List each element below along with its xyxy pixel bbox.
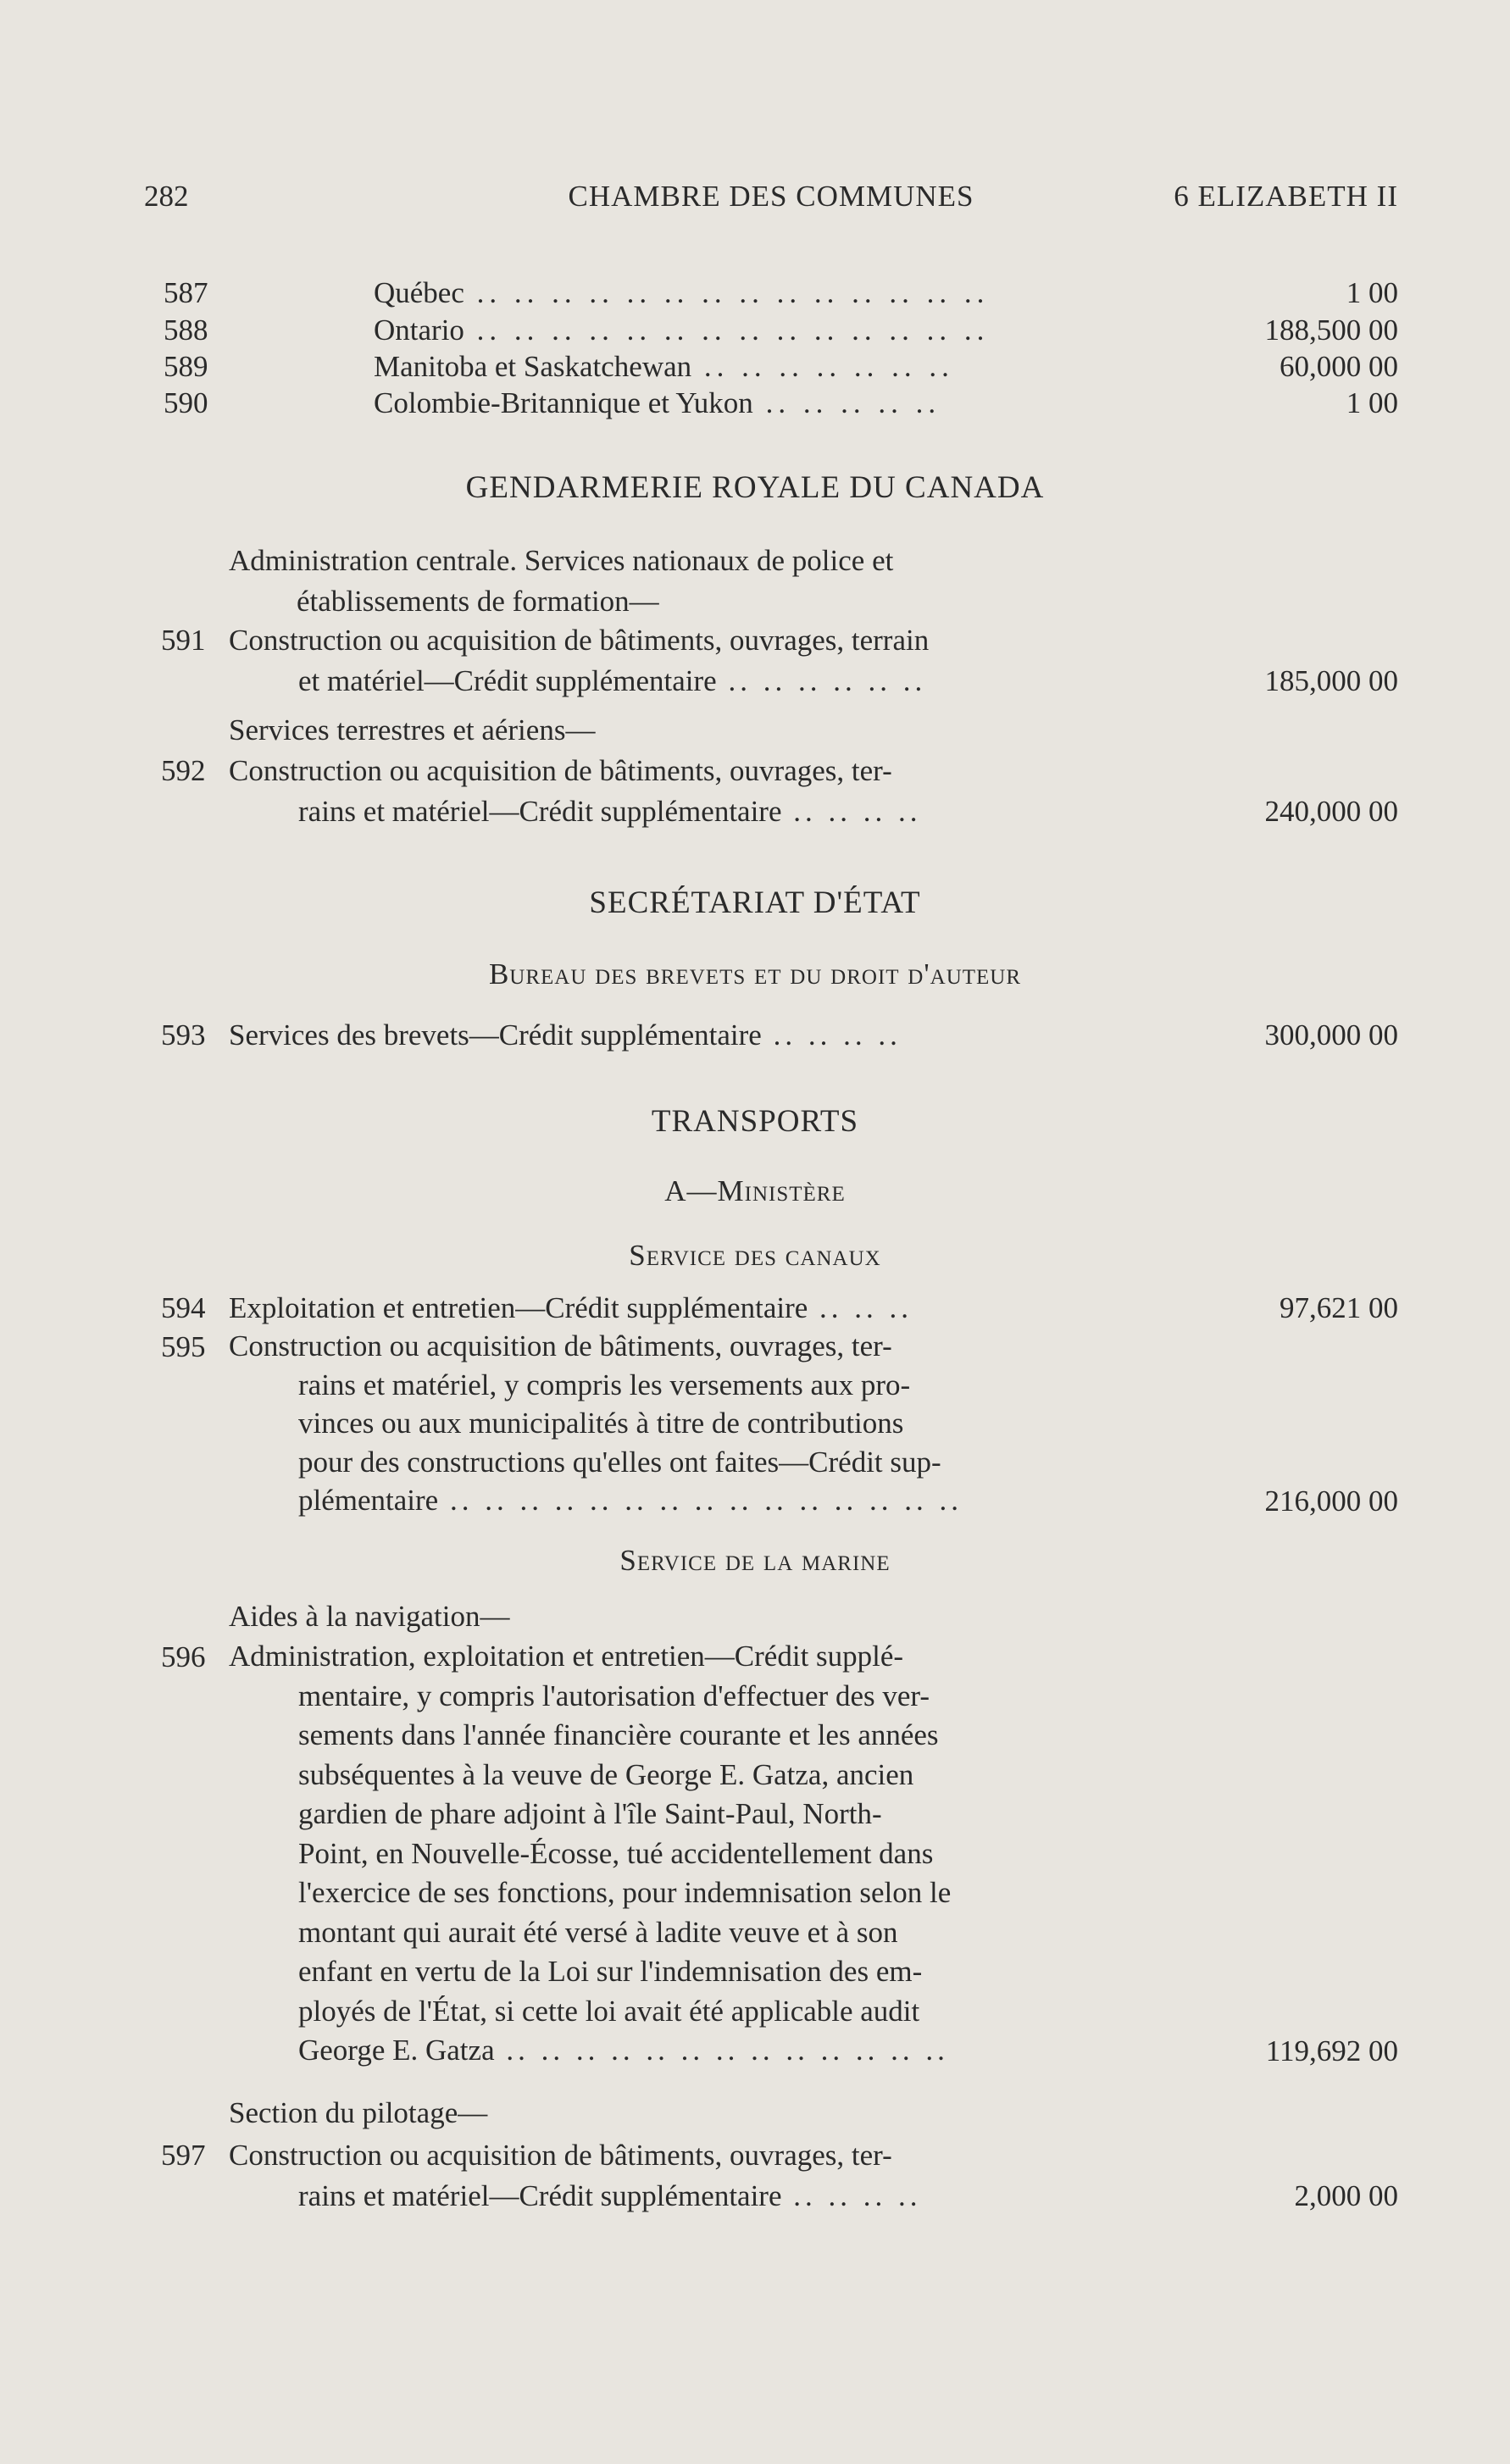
vote-label: Colombie-Britannique et Yukon .. .. .. .. .. xyxy=(374,386,941,419)
subsection-heading: Service des canaux xyxy=(629,1239,881,1272)
vote-number: 591 xyxy=(161,624,206,657)
vote-row xyxy=(164,314,1398,351)
vote-description: Exploitation et entretien—Crédit supplémentaire .. .. .. xyxy=(229,1291,913,1324)
vote-amount: 2,000 00 xyxy=(1294,2179,1398,2212)
vote-number: 587 xyxy=(164,276,208,309)
vote-amount: 188,500 00 xyxy=(1264,314,1398,347)
subsection-label: Aides à la navigation— xyxy=(229,1600,510,1633)
vote-amount: 1 00 xyxy=(1346,276,1398,309)
vote-description: Services des brevets—Crédit supplémentaire .. .. .. .. xyxy=(229,1018,902,1052)
vote-number: 590 xyxy=(164,386,208,419)
vote-row xyxy=(164,276,1398,314)
section-heading: SECRÉTARIAT D'ÉTAT xyxy=(589,885,921,920)
vote-number: 594 xyxy=(161,1291,206,1324)
vote-row xyxy=(164,386,1398,424)
subsection-label: Services terrestres et aériens— xyxy=(229,713,596,746)
vote-amount: 97,621 00 xyxy=(1280,1291,1398,1324)
section-heading: TRANSPORTS xyxy=(651,1104,859,1139)
vote-description: Construction ou acquisition de bâtiments, ouvrages, ter- rains et matériel—Crédit supplémentaire .. .. .. .. xyxy=(229,2139,922,2212)
vote-row xyxy=(164,350,1398,387)
session-label: 6 ELIZABETH II xyxy=(1174,180,1398,213)
subsection-label: Section du pilotage— xyxy=(229,2096,488,2129)
vote-amount: 216,000 00 xyxy=(1264,1485,1398,1518)
vote-number: 595 xyxy=(161,1330,206,1363)
vote-number: 597 xyxy=(161,2139,206,2172)
vote-label: Manitoba et Saskatchewan .. .. .. .. .. .. .. xyxy=(374,350,954,383)
vote-number: 593 xyxy=(161,1018,206,1052)
vote-description: Construction ou acquisition de bâtiments, ouvrages, ter- rains et matériel—Crédit supplémentaire .. .. .. .. xyxy=(229,754,922,828)
vote-amount: 119,692 00 xyxy=(1265,2034,1398,2067)
vote-amount: 300,000 00 xyxy=(1264,1018,1398,1052)
page-header xyxy=(144,180,1398,222)
vote-number: 592 xyxy=(161,754,206,787)
vote-amount: 185,000 00 xyxy=(1264,664,1398,697)
page-number: 282 xyxy=(144,180,189,213)
running-title: CHAMBRE DES COMMUNES xyxy=(568,180,974,213)
section-intro: Administration centrale. Services nationaux de police et établissements de formation— xyxy=(229,544,894,618)
vote-amount: 240,000 00 xyxy=(1264,795,1398,828)
vote-amount: 60,000 00 xyxy=(1280,350,1398,383)
vote-label: Ontario .. .. .. .. .. .. .. .. .. .. .. .. .. .. xyxy=(374,314,990,347)
subsection-heading: A—Ministère xyxy=(664,1174,846,1207)
vote-label: Québec .. .. .. .. .. .. .. .. .. .. .. .. .. .. xyxy=(374,276,990,309)
vote-description: Administration, exploitation et entretien—Crédit supplé- mentaire, y compris l'autorisation d'effectuer des ver- sements dans l'année financière courante et les années subséquentes à la veuve de George E. Gatza, ancien gardien de phare adjoint à l'île Saint-Paul, North- Point, en Nouvelle-Écosse, tué accidentellement dans l'exercice de ses fonctions, pour indemnisation selon le montant qui aurait été versé à ladite veuve et à son enfant en vertu de la Loi sur l'indemnisation des em- ployés de l'État, si cette loi avait été applicable audit George E. Gatza .. .. .. .. .. .. .. .. .. .. .. .. .. xyxy=(229,1640,952,2067)
vote-amount: 1 00 xyxy=(1346,386,1398,419)
section-heading: GENDARMERIE ROYALE DU CANADA xyxy=(465,470,1045,505)
vote-number: 588 xyxy=(164,314,208,347)
vote-number: 596 xyxy=(161,1640,206,1673)
vote-description: Construction ou acquisition de bâtiments, ouvrages, ter- rains et matériel, y compris les versements aux pro- vinces ou aux municipalités à titre de contributions pour des constructions qu'elles ont faites—Crédit sup- plémentaire .. .. .. .. .. .. .. .. .. .. .. .. .. .. .. xyxy=(229,1329,963,1517)
vote-number: 589 xyxy=(164,350,208,383)
vote-description: Construction ou acquisition de bâtiments, ouvrages, terrain et matériel—Crédit supplémentaire .. .. .. .. .. .. xyxy=(229,624,930,697)
subsection-heading: Bureau des brevets et du droit d'auteur xyxy=(488,957,1022,991)
subsection-heading: Service de la marine xyxy=(619,1544,891,1577)
